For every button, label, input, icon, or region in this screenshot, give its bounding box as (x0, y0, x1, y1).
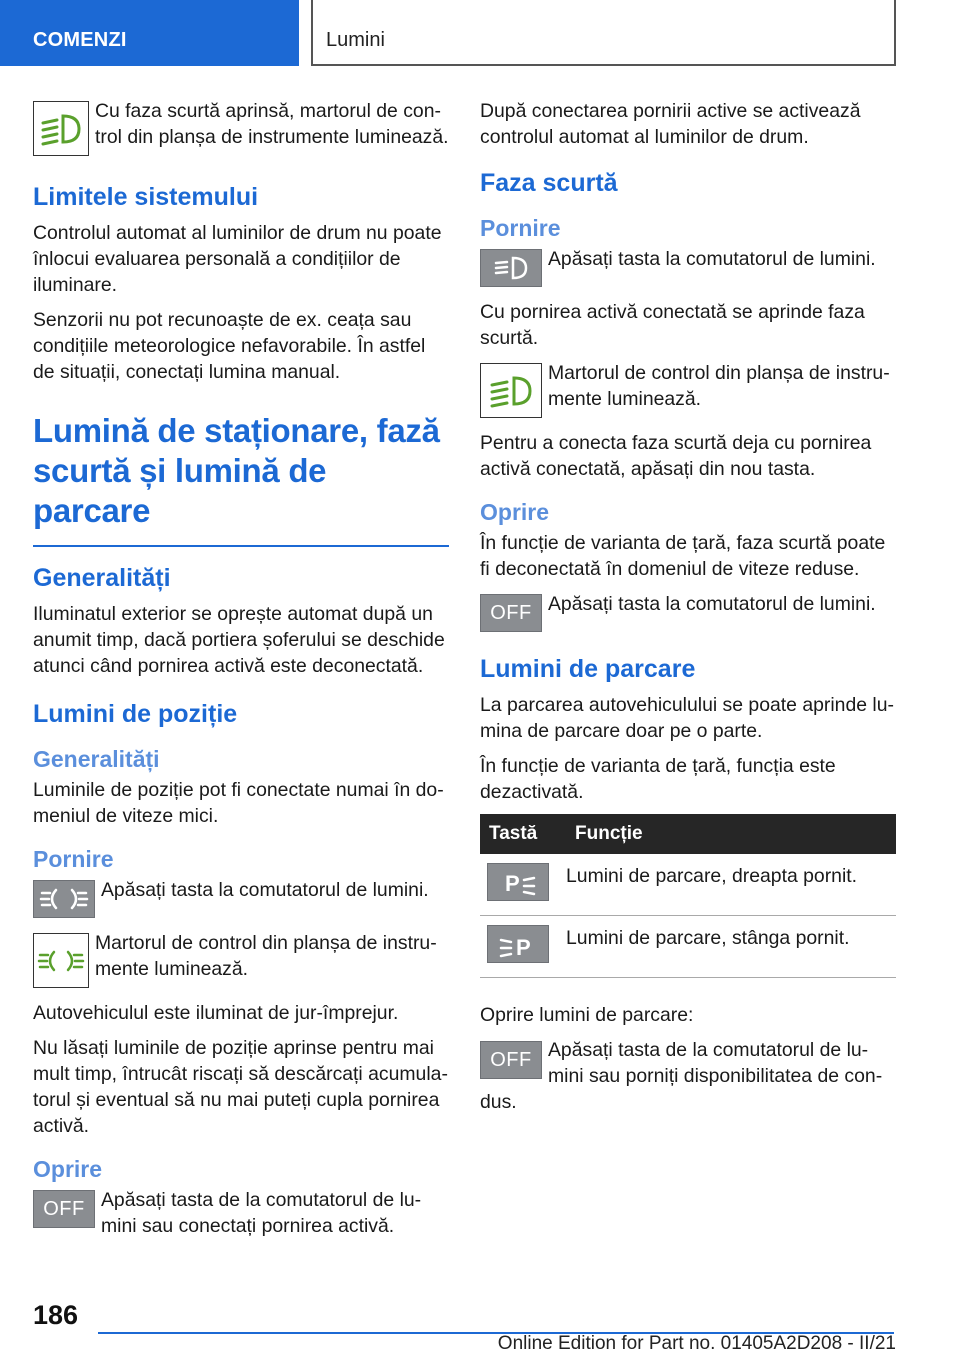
table-header-row (480, 814, 896, 854)
limits-paragraph-2: Senzorii nu pot recunoaște de ex. ceața sau condițiile meteorologice nefavorabile. În astfel de situații, conectați lumina manual. (33, 309, 426, 383)
position-light-key-icon (33, 880, 95, 918)
low-beam-active-text: Cu pornirea activă conectată se aprinde faza scurtă. (480, 301, 865, 349)
low-beam-on-row (480, 246, 896, 287)
off-key-label: OFF (490, 601, 532, 624)
limits-heading: Limitele sistemului (33, 183, 259, 211)
low-beam-on-text: Apăsați tasta la comutatorul de lumini. (548, 248, 876, 270)
main-heading: Lumină de staționare, fază scurtă și lumină de parcare (33, 411, 449, 547)
page-header (0, 0, 960, 66)
off-key-label: OFF (490, 1048, 532, 1071)
chapter-tab (311, 0, 896, 66)
off-key-icon (480, 1041, 542, 1079)
parking-right-icon (487, 863, 549, 901)
position-indicator-text: Martorul de control din planșa de instrumente luminează. (95, 932, 437, 980)
position-off-text: Apăsați tasta de la comutatorul de lumini sau conectați pornirea activă. (101, 1189, 422, 1237)
parking-off-row (480, 1037, 896, 1124)
low-beam-on-heading: Pornire (480, 215, 561, 241)
intro-text: Cu faza scurtă aprinsă, martorul de control din planșa de instrumente luminează. (95, 100, 449, 148)
table-cell-function: Lumini de parcare, dreapta pornit. (566, 854, 896, 916)
limits-paragraph-1: Controlul automat al luminilor de drum nu poate înlocui evaluarea personală a condițiilor de iluminare. (33, 222, 442, 296)
position-on-row (33, 877, 449, 918)
lit-around-text: Autovehiculul este iluminat de jur-împrejur. (33, 1002, 399, 1024)
low-beam-indicator-row (33, 98, 449, 156)
position-indicator-row (33, 930, 449, 988)
general-heading: Generalități (33, 564, 171, 592)
table-header-function: Funcție (566, 814, 896, 854)
off-key-label: OFF (43, 1197, 85, 1220)
low-beam-key-icon (480, 249, 542, 287)
right-intro-text: După conectarea pornirii active se activează controlul automat al luminilor de drum. (480, 100, 861, 148)
svg-text:P: P (505, 871, 520, 896)
table-header-key: Tastă (480, 814, 566, 854)
edition-text: Online Edition for Part no. 01405A2D208 - II/21 (497, 1333, 896, 1354)
low-beam-indicator-text: Martorul de control din planșa de instrumente luminează. (548, 362, 890, 410)
low-beam-connect-text: Pentru a conecta faza scurtă deja cu pornirea activă conectată, apăsați din nou tasta. (480, 432, 872, 480)
section-tab (0, 0, 299, 66)
section-title: COMENZI (33, 29, 127, 51)
off-key-icon (33, 1190, 95, 1228)
chapter-title: Lumini (326, 29, 385, 51)
position-lights-heading: Lumini de poziție (33, 700, 238, 728)
parking-left-icon (487, 925, 549, 963)
table-cell-key (480, 916, 566, 978)
table-cell-function: Lumini de parcare, stânga pornit. (566, 916, 896, 978)
parking-lights-heading: Lumini de parcare (480, 655, 696, 683)
general-paragraph: Iluminatul exterior se oprește automat după un anumit timp, dacă portiera șoferului se deschide atunci când pornirea activă este deconectată. (33, 603, 445, 677)
parking-paragraph-2: În funcție de varianta de țară, funcția este dezactivată. (480, 755, 836, 803)
position-general-paragraph: Luminile de poziție pot fi conectate numai în domeniul de viteze mici. (33, 779, 444, 827)
parking-off-text: Apăsați tasta de la comutatorul de lumini sau porniți disponibilitatea de condus. (480, 1039, 883, 1113)
low-beam-green-indicator-icon (480, 363, 542, 418)
low-beam-off-heading: Oprire (480, 499, 550, 525)
low-beam-off-text-2: Apăsați tasta la comutatorul de lumini. (548, 593, 876, 615)
svg-text:P: P (516, 935, 531, 958)
table-row (480, 916, 896, 978)
position-off-heading: Oprire (33, 1156, 103, 1182)
table-cell-key (480, 854, 566, 916)
battery-warning-text: Nu lăsați luminile de poziție aprinse pentru mai mult timp, întrucât riscați să descărcați acumulatorul și eventual să nu mai puteți cupla pornirea activă. (33, 1037, 448, 1137)
low-beam-heading: Faza scurtă (480, 169, 618, 197)
low-beam-off-row (480, 591, 896, 632)
low-beam-off-text-1: În funcție de varianta de țară, faza scurtă poate fi deconectată în domeniul de viteze reduse. (480, 532, 886, 580)
parking-off-label: Oprire lumini de parcare: (480, 1004, 694, 1026)
parking-paragraph-1: La parcarea autovehiculului se poate aprinde lumina de parcare doar pe o parte. (480, 694, 894, 742)
position-on-text: Apăsați tasta la comutatorul de lumini. (101, 879, 429, 901)
off-key-icon (480, 594, 542, 632)
position-off-row (33, 1187, 449, 1239)
position-general-heading: Generalități (33, 746, 160, 772)
left-column (33, 98, 449, 1251)
low-beam-indicator-row-right (480, 360, 896, 418)
table-row (480, 854, 896, 916)
right-column (480, 98, 896, 1124)
parking-lights-table (480, 814, 896, 978)
position-indicator-icon (33, 933, 89, 988)
low-beam-indicator-icon (33, 101, 89, 156)
page-number: 186 (33, 1300, 79, 1330)
position-on-heading: Pornire (33, 846, 114, 872)
